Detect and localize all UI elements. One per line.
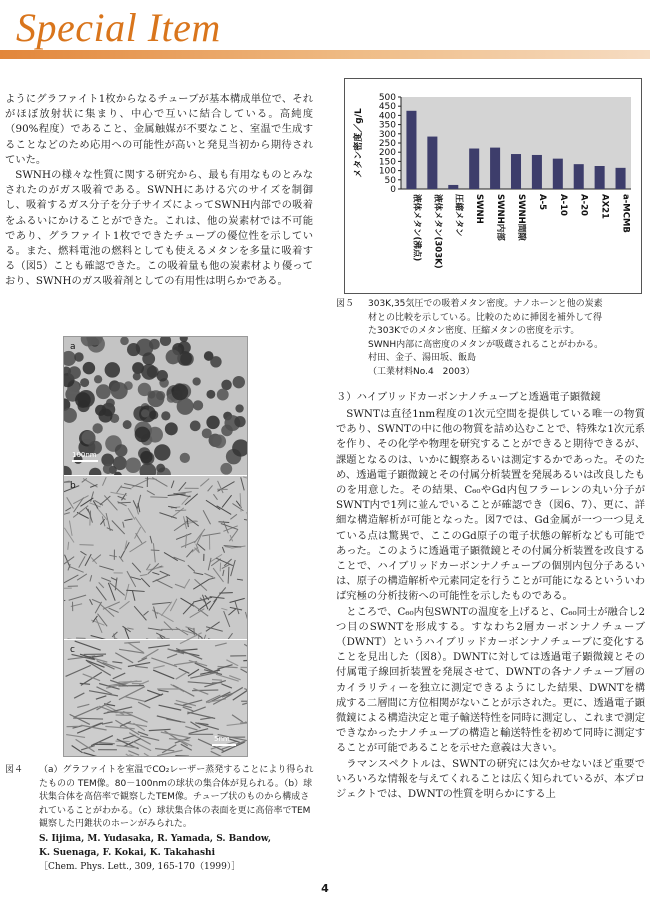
header-rule xyxy=(0,50,650,59)
tem-panel xyxy=(64,476,247,654)
chart-bar xyxy=(595,166,605,189)
section-heading: ３）ハイブリッドカーボンナノチューブと透過電子顕微鏡 xyxy=(336,391,601,403)
scale-bar-label: 100nm xyxy=(72,451,97,459)
figure4-caption xyxy=(5,764,314,874)
figure4-authors xyxy=(39,832,314,860)
right-column-text xyxy=(336,407,645,802)
chart-x-tick-label: A-20 xyxy=(578,194,589,216)
left-paragraph: ようにグラファイト1枚からなるチューブが基本構成単位で、それがほぼ放射状に集まり、中心で互いに結合している。高純度（90%程度）であること、金属触媒が不要なこと、室温で生成することなどのため応用への可能性が高いと発見当初から期待されていた。 xyxy=(5,93,313,166)
chart-bar xyxy=(511,154,521,189)
figure4-citation: ［Chem. Phys. Lett., 309, 165-170（1999）］ xyxy=(39,861,241,872)
chart-bar xyxy=(490,148,500,189)
chart-x-tick-label: SWNH xyxy=(474,194,485,224)
tem-panel-label: b xyxy=(70,481,76,491)
tem-panel-label: c xyxy=(70,645,75,655)
figure4-authors-line: S. Iijima, M. Yudasaka, R. Yamada, S. Bandow, xyxy=(39,833,272,844)
figure5-label: 図５ xyxy=(336,299,355,309)
figure4-authors-line: K. Suenaga, F. Kokai, K. Takahashi xyxy=(39,847,215,858)
chart-x-tick-label: SWNH間隙 xyxy=(516,194,526,241)
figure5-caption-line: 村田、金子、湯田坂、飯島 xyxy=(368,353,477,363)
chart-x-tick-label: 圧縮メタン xyxy=(453,194,464,237)
chart-bar xyxy=(448,185,458,189)
figure5-caption xyxy=(336,298,645,379)
chart-x-tick-label: SWNH内部 xyxy=(495,194,506,241)
figure5-caption-line: 303K,35気圧での吸着メタン密度。ナノホーンと他の炭素 xyxy=(368,299,603,309)
header-title: Special Item xyxy=(16,5,221,50)
chart-bar xyxy=(406,111,416,189)
chart-x-tick-label: A-10 xyxy=(557,194,568,216)
chart-y-tick-label: 150 xyxy=(378,157,396,168)
figure4-label: 図４ xyxy=(5,765,24,775)
chart-y-tick-label: 500 xyxy=(378,93,396,103)
tem-panel-label: a xyxy=(70,342,76,352)
chart-y-tick-label: 100 xyxy=(378,166,396,177)
chart-y-tick-label: 0 xyxy=(390,185,396,195)
page-header xyxy=(0,0,650,62)
figure5-caption-line: た303Kでのメタン密度、圧縮メタンの密度を示す。 xyxy=(368,326,580,336)
chart-y-tick-label: 200 xyxy=(378,148,396,159)
figure4-caption-text: （a）グラファイトを室温でCO₂レーザー蒸発することにより得られたものの TEM像。80－100nmの球状の集合体が見られる。（b）球状集合体を高倍率で観察したTEM像。チューブ状のものから構成されていることがわかる。（c）球状集合体の表面を更に高倍率でTEM観察した円錐状のホーンがみられた。 xyxy=(39,765,314,829)
chart-y-tick-label: 400 xyxy=(378,111,396,122)
chart-y-tick-label: 50 xyxy=(384,175,396,186)
figure5-caption-line: （工業材料No.4 2003） xyxy=(368,366,475,377)
left-column-text xyxy=(5,92,313,290)
chart-x-tick-label: 液体メタン(沸点) xyxy=(411,194,422,262)
right-paragraph: ところで、C₆₀内包SWNTの温度を上げると、C₆₀同士が融合し2つ目のSWNTを形成する。すなわち2層カーボンナノチューブ（DWNT）というハイブリッドカーボンナノチューブに変化することを見出した（図8）。DWNTに対しては透過電子顕微鏡とその付属電子線回折装置を発展させて、DWNTの各ナノチューブ層のカイラリティーを独立に測定できるようにした結果、DWNTを構成する二層間に方位相関がないことが示された。更に、透過電子顕微鏡による構造決定と電子輸送特性を同時に測定し、これまで測定できなかったナノチューブの構造と輸送特性を初めて同時に測定することが可能であることを示せた意義は大きい。 xyxy=(336,605,645,755)
chart-x-tick-label: AX21 xyxy=(599,194,610,219)
figure4-tem-image xyxy=(63,336,248,757)
right-paragraph: ラマンスペクトルは、SWNTの研究には欠かせないほど重要でいろいろな情報を与えてくれることは広く知られているが、本プロジェクトでは、DWNTの性質を明らかにする上 xyxy=(336,757,645,801)
chart-x-tick-label: 液体メタン(303K) xyxy=(432,194,443,269)
chart-x-tick-label: a-MCMB xyxy=(620,194,631,233)
chart-x-tick-label: A-5 xyxy=(536,194,547,211)
figure5-caption-line: 材との比較を示している。比較のために挿図を補外して得 xyxy=(368,312,603,323)
left-paragraph: SWNHの様々な性質に関する研究から、最も有用なものとみなされたのがガス吸着である。SWNHにあける穴のサイズを制御し、吸着するガス分子を分子サイズによってSWNH内部での吸着をふるいにかけることができた。これは、他の炭素材では不可能であり、グラファイト1枚でできたチューブの優位性を示している。また、燃料電池の燃料としても使えるメタンを多量に吸着する（図5）ことも確認できた。この吸着量も他の炭素材より優っており、SWNHのガス吸着剤としての有用性は明らかである。 xyxy=(5,169,313,288)
right-paragraph: SWNTは直径1nm程度の1次元空間を提供している唯一の物質であり、SWNTの中に他の物質を詰め込むことで、特殊な1次元系を作り、その化学や物理を研究することができると期待できるが、課題となるのは、いかに観察あるいは測定するかであった。そのため、透過電子顕微鏡とその付属分析装置を発展あるいは改良したものを用意した。その結果、C₆₀やGd内包フラーレンの丸い分子がSWNT内で1列に並んでいることが確認でき（図6、7）、更に、詳細な構造解析が可能となった。図7では、Gd金属が一つ一つ見えている点は驚異で、ここのGd原子の電子状態の解析なども可能であった。このように透過電子顕微鏡とその付属分析装置を改良することで、ハイブリッドカーボンナノチューブの個別内包分子あるいは、原子の構造解析や元素同定を行うことが可能になるといういわば究極の分析技術への可能性を示したものである。 xyxy=(336,408,645,603)
chart-y-tick-label: 300 xyxy=(378,129,396,140)
chart-bar xyxy=(616,168,626,189)
chart-y-tick-label: 350 xyxy=(378,120,396,131)
figure5-caption-line: SWNH内部に高密度のメタンが吸蔵されることがわかる。 xyxy=(368,339,604,350)
chart-y-axis-label: メタン密度／g/L xyxy=(354,108,364,178)
chart-bar xyxy=(553,159,563,189)
chart-y-tick-label: 450 xyxy=(378,102,396,113)
chart-y-tick-label: 250 xyxy=(378,139,396,149)
scale-bar-label: 5nm xyxy=(214,735,230,743)
figure5-chart xyxy=(344,78,642,294)
page-number: 4 xyxy=(321,882,329,895)
chart-bar xyxy=(469,149,479,189)
chart-bar xyxy=(427,137,437,189)
figure5-caption-text xyxy=(368,298,645,379)
chart-bar xyxy=(574,164,584,189)
chart-bar xyxy=(532,155,542,189)
